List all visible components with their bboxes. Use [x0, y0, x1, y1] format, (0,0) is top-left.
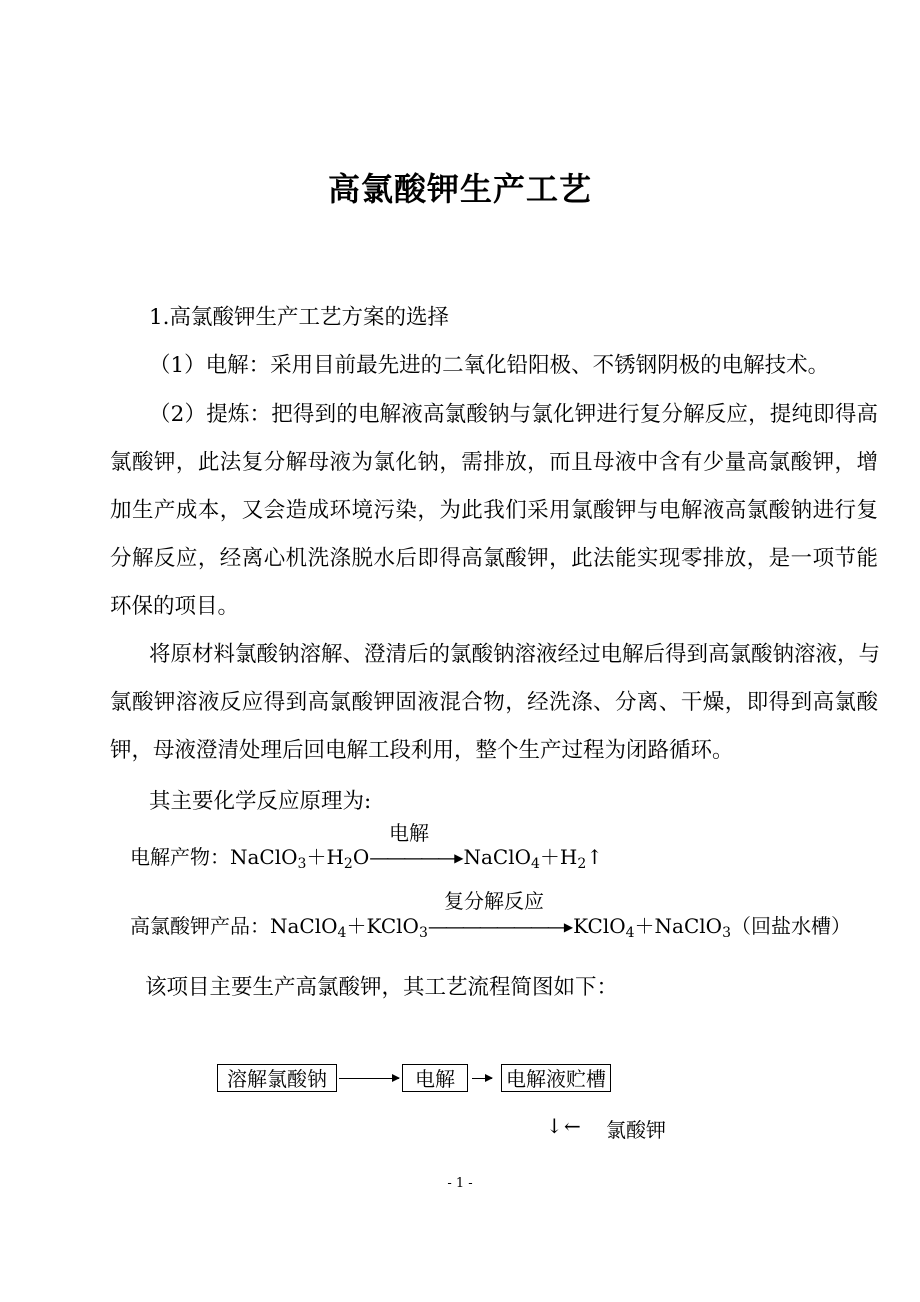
reaction2-product2: NaClO	[654, 914, 723, 938]
process-para-line-2: 氯酸钾溶液反应得到高氯酸钾固液混合物，经洗涤、分离、干燥，即得到高氯酸	[110, 690, 878, 715]
reaction1-reactant2: H	[326, 845, 344, 869]
item-refine-line-5: 环保的项目。	[110, 594, 240, 619]
flow-left-arrow-icon: ←	[564, 1114, 581, 1138]
reaction2-plus1: ＋	[346, 914, 367, 938]
reaction1-reactant2-sub: 2	[343, 856, 353, 872]
reaction1-reactant1: NaClO	[230, 845, 298, 869]
item-refine-line-2: 氯酸钾，此法复分解母液为氯化钠，需排放，而且母液中含有少量高氯酸钾，增	[110, 450, 878, 475]
flow-step-storage-tank: 电解液贮槽	[501, 1064, 611, 1092]
reaction2-arrowhead: ▶	[563, 920, 574, 934]
reaction2-note: （回盐水槽）	[730, 914, 851, 938]
reaction2-product2-sub: 3	[722, 925, 731, 941]
flow-arrow-2	[472, 1078, 492, 1079]
reaction2-reactant1: NaClO	[270, 914, 338, 938]
section-heading: 1.高氯酸钾生产工艺方案的选择	[149, 305, 450, 330]
process-para-line-3: 钾，母液澄清处理后回电解工段利用，整个生产过程为闭路循环。	[110, 738, 734, 763]
principle-intro: 其主要化学反应原理为:	[149, 789, 372, 814]
reaction1-equation	[130, 841, 603, 870]
reaction2-equation	[130, 910, 851, 939]
reaction1-plus1: ＋	[306, 845, 327, 869]
reaction1-product2: H	[559, 845, 578, 869]
flow-input-potassium-chlorate: 氯酸钾	[606, 1118, 666, 1142]
reaction1-product2-sub: 2	[577, 856, 587, 872]
reaction1-reactant2-tail: O	[352, 845, 370, 869]
reaction1-product1-sub: 4	[531, 856, 540, 872]
reaction2-condition: 复分解反应	[444, 889, 544, 913]
process-para-line-1: 将原材料氯酸钠溶解、澄清后的氯酸钠溶液经过电解后得到高氯酸钠溶液，与	[149, 642, 881, 667]
item-refine-line-3: 加生产成本，又会造成环境污染，为此我们采用氯酸钾与电解液高氯酸钠进行复	[110, 498, 878, 523]
reaction1-dashes: —————	[369, 845, 455, 869]
flow-down-arrow-icon: ↓	[546, 1114, 563, 1138]
flow-arrow-1	[339, 1078, 399, 1079]
flow-intro: 该项目主要生产高氯酸钾，其工艺流程简图如下：	[145, 975, 619, 1000]
reaction2-reactant2: KClO	[366, 914, 419, 938]
flow-step-electrolysis: 电解	[402, 1064, 468, 1092]
page-title: 高氯酸钾生产工艺	[327, 170, 592, 208]
reaction1-condition: 电解	[389, 821, 429, 845]
reaction2-label: 高氯酸钾产品：	[130, 914, 270, 938]
reaction1-plus2: ＋	[539, 845, 560, 869]
reaction1-product1: NaClO	[463, 845, 531, 869]
reaction2-reactant2-sub: 3	[418, 925, 428, 941]
flow-step-dissolve: 溶解氯酸钠	[217, 1064, 337, 1092]
gas-up-arrow-icon: ↑	[586, 845, 604, 869]
reaction2-product1: KClO	[573, 914, 626, 938]
reaction1-arrowhead: ▶	[454, 851, 464, 865]
item-refine-line-4: 分解反应，经离心机洗涤脱水后即得高氯酸钾，此法能实现零排放，是一项节能	[110, 546, 878, 571]
reaction2-dashes: ————————	[427, 914, 564, 938]
reaction1-label: 电解产物：	[130, 845, 230, 869]
reaction1-reactant1-sub: 3	[297, 856, 307, 872]
reaction2-product1-sub: 4	[625, 925, 635, 941]
page-number: - 1 -	[447, 1176, 473, 1191]
item-electrolysis: （1）电解：采用目前最先进的二氧化铅阳极、不锈钢阴极的电解技术。	[149, 353, 830, 378]
item-refine-line-1: （2）提炼：把得到的电解液高氯酸钠与氯化钾进行复分解反应，提纯即得高	[149, 402, 878, 427]
reaction2-reactant1-sub: 4	[337, 925, 347, 941]
reaction2-plus2: ＋	[634, 914, 655, 938]
